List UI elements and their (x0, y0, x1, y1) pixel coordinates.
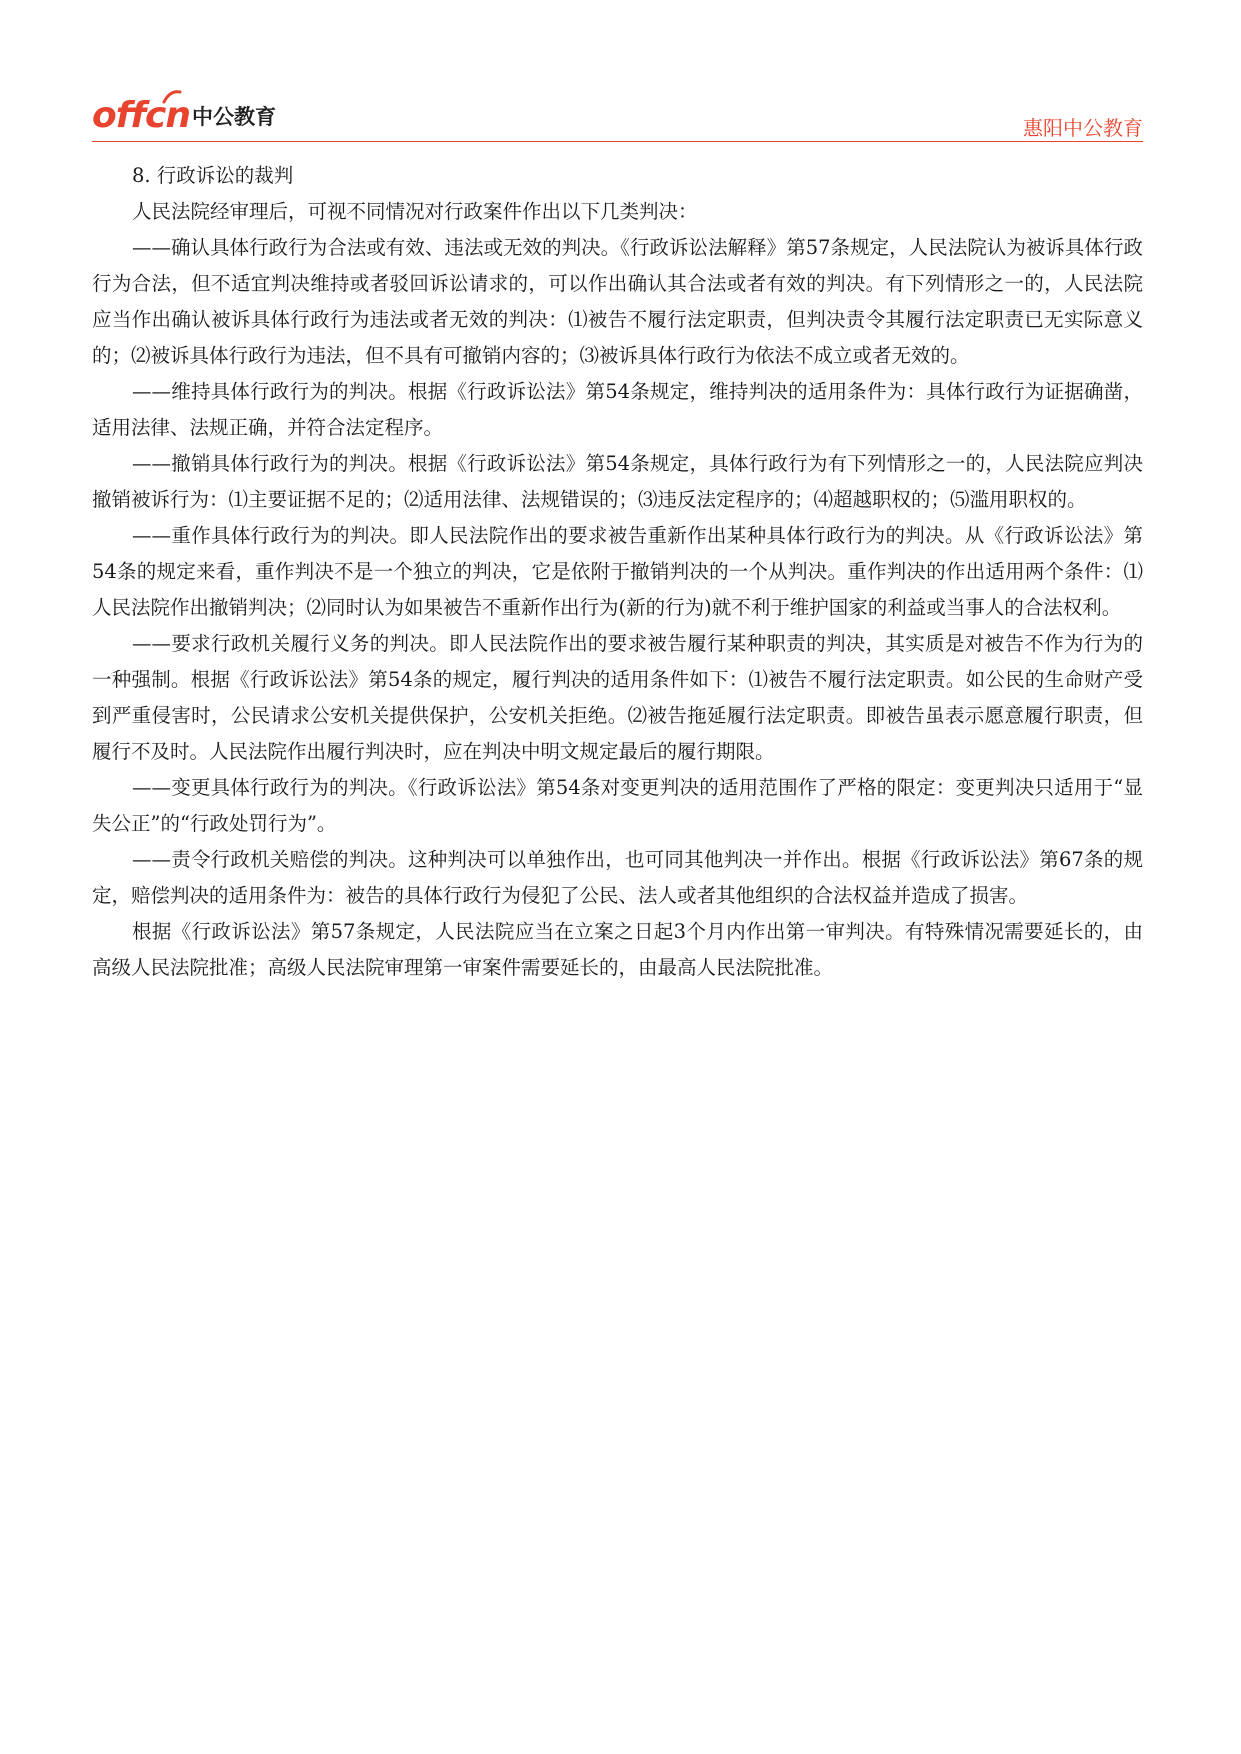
logo-wordmark-text: offcn (92, 95, 191, 136)
section-heading: 8. 行政诉讼的裁判 (132, 164, 294, 187)
page-header (0, 0, 1241, 150)
paragraph-confirmation-judgment: ——确认具体行政行为合法或有效、违法或无效的判决。《行政诉讼法解释》第57条规定，人民法院认为被诉具体行政行为合法，但不适宜判决维持或者驳回诉讼请求的，可以作出确认其合法或者有效的判决。有下列情形之一的，人民法院应当作出确认被诉具体行政行为违法或者无效的判决：⑴被告不履行法定职责，但判决责令其履行法定职责已无实际意义的；⑵被诉具体行政行为违法，但不具有可撤销内容的；⑶被诉具体行政行为依法不成立或者无效的。 (92, 236, 1143, 367)
header-divider (92, 141, 1143, 142)
logo-swoosh-icon (162, 90, 182, 104)
paragraph-modification-judgment: ——变更具体行政行为的判决。《行政诉讼法》第54条对变更判决的适用范围作了严格的限定：变更判决只适用于“显失公正”的“行政处罚行为”。 (92, 776, 1143, 835)
paragraph-revocation-judgment: ——撤销具体行政行为的判决。根据《行政诉讼法》第54条规定，具体行政行为有下列情形之一的，人民法院应判决撤销被诉行为：⑴主要证据不足的；⑵适用法律、法规错误的；⑶违反法定程序的；⑷超越职权的；⑸滥用职权的。 (92, 452, 1143, 511)
paragraph-redo-judgment: ——重作具体行政行为的判决。即人民法院作出的要求被告重新作出某种具体行政行为的判决。从《行政诉讼法》第54条的规定来看，重作判决不是一个独立的判决，它是依附于撤销判决的一个从判决。重作判决的作出适用两个条件：⑴人民法院作出撤销判决；⑵同时认为如果被告不重新作出行为(新的行为)就不利于维护国家的利益或当事人的合法权利。 (92, 524, 1143, 619)
logo-chinese-name: 中公教育 (192, 105, 277, 129)
paragraph-performance-judgment: ——要求行政机关履行义务的判决。即人民法院作出的要求被告履行某种职责的判决，其实质是对被告不作为行为的一种强制。根据《行政诉讼法》第54条的规定，履行判决的适用条件如下：⑴被告不履行法定职责。如公民的生命财产受到严重侵害时，公民请求公安机关提供保护，公安机关拒绝。⑵被告拖延履行法定职责。即被告虽表示愿意履行职责，但履行不及时。人民法院作出履行判决时，应在判决中明文规定最后的履行期限。 (92, 632, 1143, 763)
paragraph-time-limit: 根据《行政诉讼法》第57条规定，人民法院应当在立案之日起3个月内作出第一审判决。有特殊情况需要延长的，由高级人民法院批准；高级人民法院审理第一审案件需要延长的，由最高人民法院批准。 (92, 920, 1143, 979)
paragraph-compensation-judgment: ——责令行政机关赔偿的判决。这种判决可以单独作出，也可同其他判决一并作出。根据《行政诉讼法》第67条的规定，赔偿判决的适用条件为：被告的具体行政行为侵犯了公民、法人或者其他组织的合法权益并造成了损害。 (92, 848, 1143, 907)
paragraph-intro: 人民法院经审理后，可视不同情况对行政案件作出以下几类判决： (132, 200, 698, 223)
header-branch-name: 惠阳中公教育 (1023, 116, 1143, 140)
document-body (92, 158, 1143, 986)
offcn-logo (92, 96, 276, 136)
paragraph-upholding-judgment: ——维持具体行政行为的判决。根据《行政诉讼法》第54条规定，维持判决的适用条件为：具体行政行为证据确凿，适用法律、法规正确，并符合法定程序。 (92, 380, 1143, 439)
logo-wordmark (92, 96, 190, 136)
